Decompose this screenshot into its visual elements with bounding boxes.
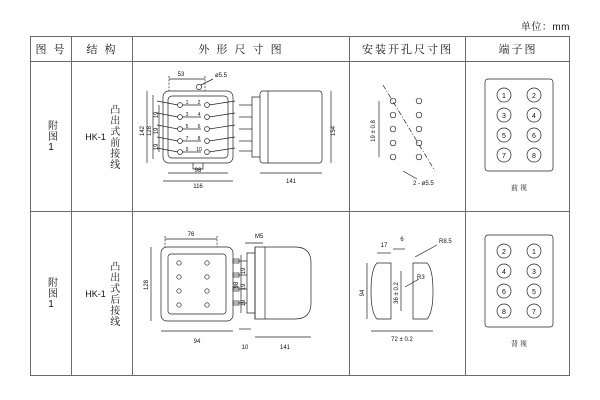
svg-text:R3: R3 xyxy=(417,275,425,281)
row2-structure-text: 凸出式后接线 xyxy=(107,260,119,327)
svg-text:5: 5 xyxy=(502,133,506,140)
svg-text:3: 3 xyxy=(532,269,536,276)
svg-text:10: 10 xyxy=(241,345,249,351)
svg-text:19: 19 xyxy=(154,111,160,119)
svg-text:4: 4 xyxy=(532,113,536,120)
row1-structure xyxy=(72,62,132,211)
svg-text:3: 3 xyxy=(185,112,189,118)
row1-terminal-diagram xyxy=(477,73,561,199)
col-divider-2 xyxy=(132,37,133,375)
row1-structure-code: HK-1 xyxy=(85,131,106,142)
svg-text:8: 8 xyxy=(502,309,506,316)
col-divider-3 xyxy=(349,37,350,375)
svg-text:8: 8 xyxy=(532,153,536,160)
svg-text:2 - ø5.5: 2 - ø5.5 xyxy=(413,181,434,187)
svg-text:72 ± 0.2: 72 ± 0.2 xyxy=(391,337,413,343)
svg-text:6: 6 xyxy=(502,289,506,296)
svg-text:98: 98 xyxy=(194,168,202,174)
col-divider-4 xyxy=(465,37,466,375)
svg-text:7: 7 xyxy=(532,309,536,316)
row1-drawing-no xyxy=(31,62,71,211)
svg-text:1: 1 xyxy=(532,249,536,256)
svg-text:76: 76 xyxy=(187,232,195,238)
svg-text:19: 19 xyxy=(154,127,160,135)
header-terminal: 端子图 xyxy=(498,44,538,56)
svg-text:1: 1 xyxy=(502,93,506,100)
svg-text:36 ± 0.2: 36 ± 0.2 xyxy=(394,282,400,304)
header-drawing-no: 图 号 xyxy=(35,44,67,56)
svg-text:10: 10 xyxy=(196,147,202,153)
svg-text:3: 3 xyxy=(502,113,506,120)
svg-text:5: 5 xyxy=(185,124,189,130)
svg-text:8: 8 xyxy=(197,136,201,142)
row2-terminal-diagram xyxy=(477,229,561,359)
svg-text:2: 2 xyxy=(197,100,201,106)
row1-outline-drawing xyxy=(135,65,347,208)
header-structure: 结 构 xyxy=(86,44,118,56)
svg-text:M5: M5 xyxy=(255,234,264,240)
svg-text:6: 6 xyxy=(400,237,404,243)
svg-text:19: 19 xyxy=(154,143,160,151)
svg-text:2: 2 xyxy=(502,249,506,256)
row2-outline-drawing xyxy=(135,225,347,365)
svg-text:背 视: 背 视 xyxy=(511,341,527,348)
svg-text:9: 9 xyxy=(185,147,189,153)
row1-mounting-drawing xyxy=(361,71,457,201)
svg-text:1: 1 xyxy=(185,100,189,106)
svg-text:7: 7 xyxy=(185,136,189,142)
svg-text:98: 98 xyxy=(234,281,240,289)
row1-drawing-no-text: 附图1 xyxy=(45,119,57,154)
svg-text:142: 142 xyxy=(140,125,146,137)
svg-text:128: 128 xyxy=(144,279,150,291)
row2-mounting-drawing xyxy=(357,227,461,367)
svg-text:7: 7 xyxy=(502,153,506,160)
svg-text:128: 128 xyxy=(147,125,153,137)
svg-text:2: 2 xyxy=(532,93,536,100)
spec-table xyxy=(30,36,570,376)
svg-text:4: 4 xyxy=(197,112,201,118)
row1-structure-text: 凸出式前接线 xyxy=(107,103,119,170)
svg-text:116: 116 xyxy=(193,184,203,190)
svg-text:ø5.5: ø5.5 xyxy=(215,73,228,79)
svg-text:94: 94 xyxy=(360,289,366,297)
svg-text:19: 19 xyxy=(241,299,247,307)
row2-drawing-no-text: 附图1 xyxy=(45,276,57,311)
row2-structure xyxy=(72,212,132,375)
svg-text:前 视: 前 视 xyxy=(511,185,527,192)
svg-text:141: 141 xyxy=(285,179,297,185)
unit-note: 单位：mm xyxy=(520,22,570,33)
svg-text:19: 19 xyxy=(241,283,247,291)
row2-drawing-no xyxy=(31,212,71,375)
row2-structure-code: HK-1 xyxy=(85,288,106,299)
svg-text:154: 154 xyxy=(331,125,337,137)
svg-text:17: 17 xyxy=(380,243,388,249)
svg-text:19 ± 0.8: 19 ± 0.8 xyxy=(371,120,377,142)
header-outline: 外 形 尺 寸 图 xyxy=(198,44,284,56)
header-mounting: 安装开孔尺寸图 xyxy=(362,44,453,56)
svg-text:R8.5: R8.5 xyxy=(439,239,452,245)
svg-text:141: 141 xyxy=(279,345,291,351)
svg-text:6: 6 xyxy=(532,133,536,140)
svg-text:53: 53 xyxy=(177,72,185,78)
svg-text:19: 19 xyxy=(241,267,247,275)
svg-text:6: 6 xyxy=(197,124,201,130)
svg-text:5: 5 xyxy=(532,289,536,296)
svg-text:94: 94 xyxy=(193,339,201,345)
svg-text:4: 4 xyxy=(502,269,506,276)
